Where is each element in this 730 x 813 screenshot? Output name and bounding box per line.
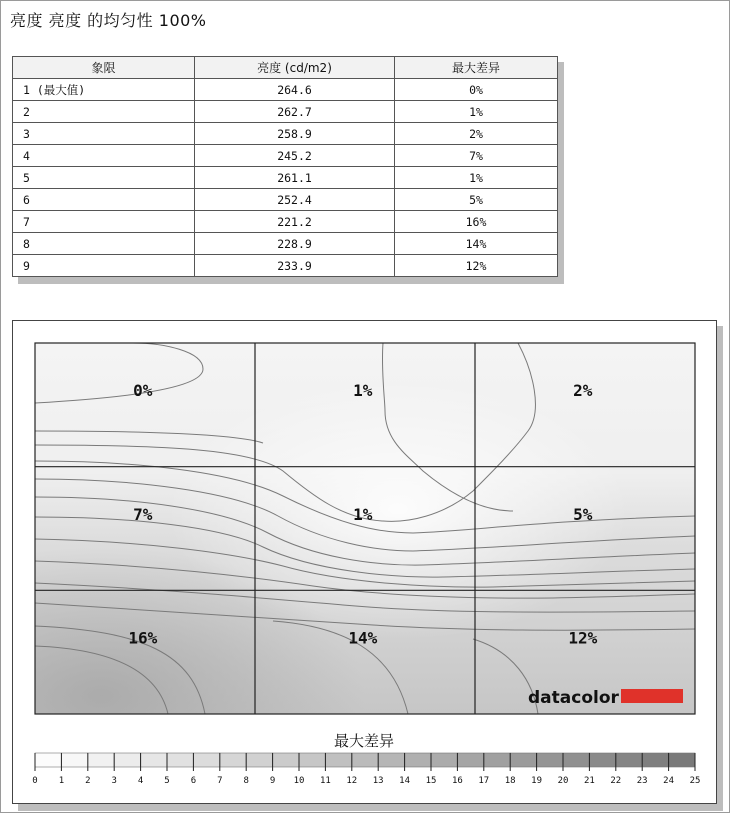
cell-label-9: 12% — [568, 628, 598, 648]
colorbar-tick-label: 17 — [478, 776, 490, 786]
colorbar-segment — [378, 753, 404, 767]
table-row — [13, 79, 558, 101]
colorbar — [32, 753, 700, 786]
row-quadrant: 4 — [13, 145, 195, 167]
cell-label-5: 1% — [353, 504, 373, 524]
row-max-diff: 12% — [395, 255, 558, 277]
header-quadrant: 象限 — [13, 57, 195, 79]
colorbar-tick-label: 3 — [111, 776, 117, 786]
colorbar-tick-label: 1 — [58, 776, 65, 786]
header-max-diff: 最大差异 — [395, 57, 558, 79]
table-header-row — [13, 57, 558, 79]
colorbar-segment — [616, 753, 642, 767]
row-quadrant: 1 (最大值) — [13, 79, 195, 101]
colorbar-tick-label: 14 — [399, 776, 411, 786]
row-quadrant: 3 — [13, 123, 195, 145]
colorbar-tick-label: 4 — [137, 776, 144, 786]
table-row — [13, 123, 558, 145]
table-row — [13, 233, 558, 255]
logo-wordmark: datacolor — [528, 688, 619, 708]
table-row — [13, 255, 558, 277]
colorbar-segment — [299, 753, 325, 767]
row-luminance: 264.6 — [195, 79, 395, 101]
row-luminance: 258.9 — [195, 123, 395, 145]
row-quadrant: 9 — [13, 255, 195, 277]
row-max-diff: 1% — [395, 101, 558, 123]
colorbar-tick-label: 12 — [346, 776, 358, 786]
colorbar-label: 最大差异 — [333, 732, 395, 750]
row-quadrant: 8 — [13, 233, 195, 255]
cell-label-8: 14% — [348, 628, 378, 648]
colorbar-segment — [642, 753, 668, 767]
row-quadrant: 6 — [13, 189, 195, 211]
row-luminance: 221.2 — [195, 211, 395, 233]
colorbar-segment — [88, 753, 114, 767]
colorbar-tick-label: 24 — [663, 776, 675, 786]
row-luminance: 261.1 — [195, 167, 395, 189]
cell-label-6: 5% — [573, 504, 593, 524]
colorbar-tick-label: 0 — [32, 776, 38, 786]
row-quadrant: 7 — [13, 211, 195, 233]
cell-label-1: 0% — [133, 381, 153, 401]
uniformity-map-panel — [12, 320, 717, 804]
logo-red-bar — [621, 689, 683, 703]
header-luminance: 亮度 (cd/m2) — [195, 57, 395, 79]
colorbar-segment — [484, 753, 510, 767]
row-quadrant: 2 — [13, 101, 195, 123]
colorbar-tick-label: 9 — [269, 776, 276, 786]
colorbar-segment — [457, 753, 483, 767]
colorbar-segment — [220, 753, 246, 767]
table-row — [13, 101, 558, 123]
colorbar-segment — [405, 753, 431, 767]
page-title: 亮度 亮度 的均匀性 100% — [10, 11, 207, 30]
colorbar-segment — [114, 753, 140, 767]
colorbar-tick-label: 13 — [372, 776, 384, 786]
row-max-diff: 1% — [395, 167, 558, 189]
colorbar-tick-label: 10 — [293, 776, 305, 786]
colorbar-segment — [167, 753, 193, 767]
colorbar-segment — [669, 753, 695, 767]
colorbar-tick-label: 7 — [217, 776, 223, 786]
uniformity-map — [13, 321, 716, 803]
colorbar-segment — [510, 753, 536, 767]
table-row — [13, 145, 558, 167]
cell-label-3: 2% — [573, 381, 593, 401]
colorbar-segment — [325, 753, 351, 767]
colorbar-tick-label: 16 — [451, 776, 463, 786]
colorbar-tick-label: 20 — [557, 776, 569, 786]
table-row — [13, 211, 558, 233]
row-max-diff: 7% — [395, 145, 558, 167]
colorbar-tick-label: 22 — [610, 776, 622, 786]
row-max-diff: 2% — [395, 123, 558, 145]
colorbar-segment — [35, 753, 61, 767]
row-luminance: 233.9 — [195, 255, 395, 277]
colorbar-tick-label: 2 — [85, 776, 91, 786]
row-luminance: 262.7 — [195, 101, 395, 123]
colorbar-segment — [246, 753, 272, 767]
colorbar-tick-label: 6 — [190, 776, 197, 786]
colorbar-tick-label: 21 — [583, 776, 595, 786]
colorbar-segment — [61, 753, 87, 767]
colorbar-segment — [537, 753, 563, 767]
colorbar-tick-label: 19 — [531, 776, 543, 786]
row-quadrant: 5 — [13, 167, 195, 189]
cell-label-4: 7% — [133, 504, 153, 524]
colorbar-tick-label: 8 — [243, 776, 249, 786]
row-max-diff: 14% — [395, 233, 558, 255]
colorbar-segment — [589, 753, 615, 767]
luminance-table — [12, 56, 558, 277]
colorbar-segment — [431, 753, 457, 767]
row-max-diff: 0% — [395, 79, 558, 101]
cell-label-2: 1% — [353, 381, 373, 401]
colorbar-segment — [193, 753, 219, 767]
table-row — [13, 189, 558, 211]
colorbar-tick-label: 5 — [164, 776, 170, 786]
table-row — [13, 167, 558, 189]
row-luminance: 228.9 — [195, 233, 395, 255]
colorbar-tick-label: 18 — [504, 776, 516, 786]
row-max-diff: 16% — [395, 211, 558, 233]
cell-label-7: 16% — [128, 628, 158, 648]
colorbar-segment — [352, 753, 378, 767]
colorbar-tick-label: 25 — [689, 776, 701, 786]
row-luminance: 245.2 — [195, 145, 395, 167]
colorbar-tick-label: 11 — [319, 776, 331, 786]
colorbar-tick-label: 15 — [425, 776, 437, 786]
colorbar-segment — [273, 753, 299, 767]
row-luminance: 252.4 — [195, 189, 395, 211]
colorbar-segment — [141, 753, 167, 767]
colorbar-segment — [563, 753, 589, 767]
row-max-diff: 5% — [395, 189, 558, 211]
colorbar-tick-label: 23 — [636, 776, 648, 786]
